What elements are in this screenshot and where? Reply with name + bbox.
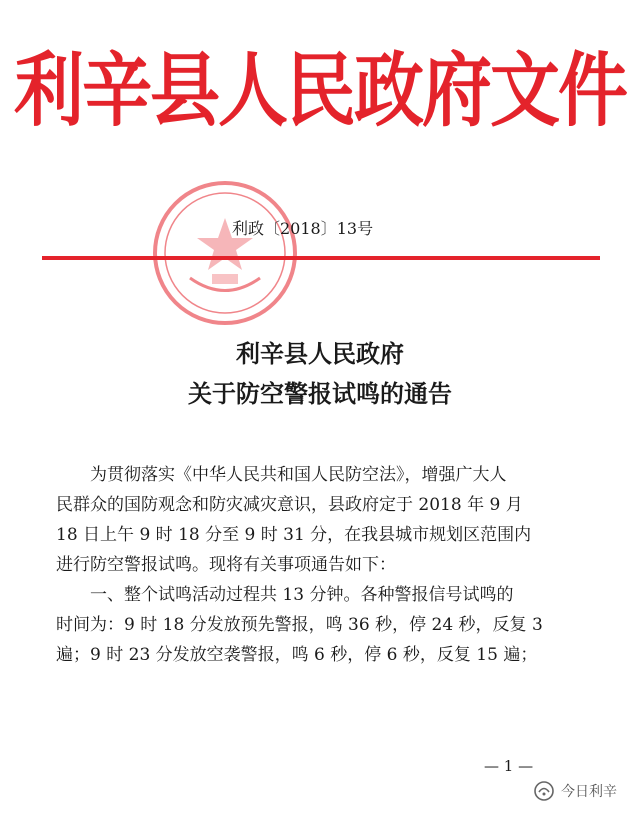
red-divider-line [42,256,600,260]
account-watermark [533,778,617,804]
body-line: 时间为：9 时 18 分发放预先警报，鸣 36 秒，停 24 秒，反复 3 [56,615,543,635]
notice-title: 关于防空警报试鸣的通告 [188,379,452,408]
body-line: 为贯彻落实《中华人民共和国人民防空法》，增强广大人 [90,465,507,485]
body-line: 一、整个试鸣活动过程共 13 分钟。各种警报信号试鸣的 [90,585,514,605]
body-line: 民群众的国防观念和防灾减灾意识，县政府定于 2018 年 9 月 [56,495,523,515]
official-seal-icon [150,178,300,328]
issuer-title: 利辛县人民政府 [236,339,404,368]
watermark-text: 今日利辛 [561,784,617,800]
wechat-account-icon [533,780,555,802]
notice-body [56,460,596,670]
page-number: — 1 — [484,757,534,775]
body-line: 遍；9 时 23 分发放空袭警报，鸣 6 秒，停 6 秒，反复 15 遍； [56,645,538,665]
masthead-title: 利辛县人民政府文件 [14,42,626,139]
body-line: 18 日上午 9 时 18 分至 9 时 31 分，在我县城市规划区范围内 [56,525,532,545]
document-number: 利政〔2018〕13号 [232,219,374,238]
body-line: 进行防空警报试鸣。现将有关事项通告如下： [56,555,396,575]
